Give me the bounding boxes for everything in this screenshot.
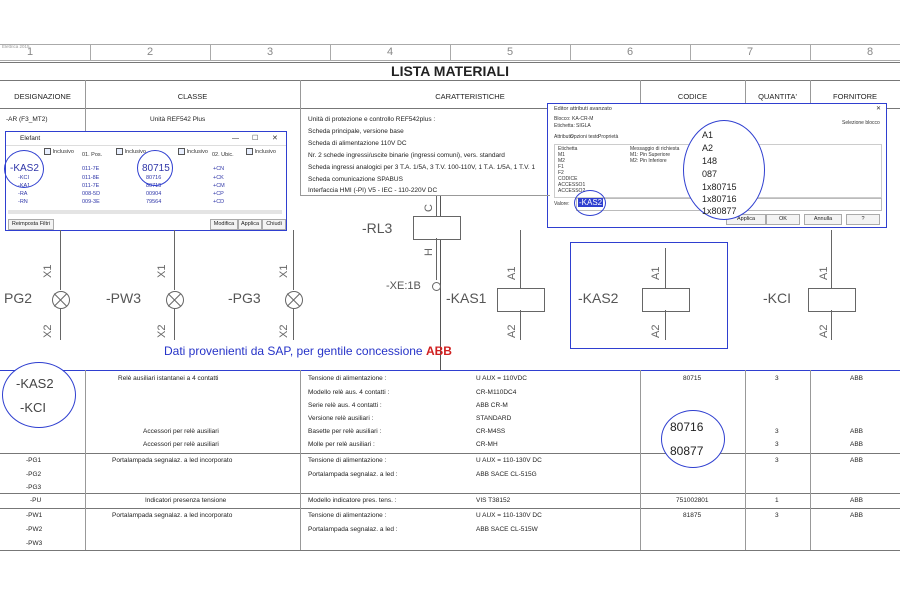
col-divider: [745, 370, 746, 550]
lamp-symbol-icon: [166, 291, 184, 309]
cell-classe: Unità REF542 Plus: [150, 116, 206, 123]
watermark-text: Elettrica 2015: [2, 44, 30, 49]
label-pg2: PG2: [4, 290, 33, 306]
tab-proprieta[interactable]: Proprietà: [598, 134, 619, 140]
row-divider: [0, 453, 900, 454]
filter-label: Inclusivo: [52, 148, 74, 155]
chiudi-button[interactable]: Chiudi: [262, 219, 286, 230]
pin-label: X1: [42, 264, 54, 278]
cell-caratteristica: Tensione di alimentazione :: [308, 457, 387, 464]
bottom-table-top: [0, 370, 900, 371]
col-divider: [640, 370, 641, 550]
cell-quantita: 3: [775, 441, 779, 448]
label-kci: -KCI: [763, 290, 791, 306]
lamp-symbol-icon: [285, 291, 303, 309]
cell-classe: Relè ausiliari istantanei a 4 contatti: [118, 375, 219, 382]
bottom-table-bottom: [0, 550, 900, 551]
cell-designazione: -PW1: [26, 512, 43, 519]
code-list-item: A1: [702, 130, 714, 140]
code-list-item: 148: [702, 156, 718, 166]
cell-valore: ABB CR-M: [476, 402, 508, 409]
pin-label: A2: [818, 324, 830, 338]
wire: [665, 248, 666, 288]
code-list-item: 1x80877: [702, 206, 737, 216]
cell-quantita: 3: [775, 375, 779, 382]
ok-button[interactable]: OK: [766, 214, 800, 225]
modifica-button[interactable]: Modifica: [210, 219, 238, 230]
title-divider: [0, 80, 900, 81]
column-number: 3: [266, 46, 274, 58]
relay-coil: [497, 288, 545, 312]
column-number: 5: [506, 46, 514, 58]
cell-codice: 81875: [683, 512, 702, 519]
col-divider: [85, 370, 86, 550]
list-item[interactable]: Messaggio di richiesta: [630, 146, 680, 152]
list-item[interactable]: CODICE: [558, 176, 578, 182]
pin-label: H: [423, 248, 435, 256]
cell-classe: Portalampada segnalaz. a led incorporato: [112, 457, 233, 464]
pin-label: A2: [650, 324, 662, 338]
cell-valore: U AUX = 110-130V DC: [476, 457, 542, 464]
relay-coil: [642, 288, 690, 312]
cell-caratteristiche: Scheda comunicazione SPABUS: [308, 176, 403, 183]
cell-valore: U AUX = 110VDC: [476, 375, 528, 382]
ruler-tick: [330, 44, 331, 60]
cell-caratteristiche: Scheda principale, versione base: [308, 128, 404, 135]
cell-caratteristiche: Unità di protezione e controllo REF542plus :: [308, 116, 436, 123]
pin-label: A1: [650, 266, 662, 280]
wire: [520, 310, 521, 340]
cell-fornitore: ABB: [850, 512, 864, 519]
cell-designazione: -AR (F3_MT2): [6, 116, 48, 123]
column-number: 2: [146, 46, 154, 58]
wire: [831, 310, 832, 340]
cell-caratteristica: Tensione di alimentazione :: [308, 512, 387, 519]
code-list-item: A2: [702, 143, 714, 153]
ruler-bottom-line: [0, 60, 900, 61]
cell-caratteristiche: Scheda ingressi analogici per 3 T.A. 1/5A, 3 T.V. 100-110V, 1 T.A. 1/5A, 1 T.V. 1: [308, 164, 536, 171]
label-kas2: -KAS2: [578, 290, 619, 306]
col-divider: [300, 80, 301, 195]
pin-label: X2: [42, 324, 54, 338]
cell-fornitore: ABB: [850, 441, 864, 448]
header-classe: CLASSE: [177, 92, 208, 101]
wire: [174, 308, 175, 340]
cell-fornitore: ABB: [850, 457, 864, 464]
cell-codice: 751002801: [676, 497, 709, 504]
column-number: 8: [866, 46, 874, 58]
header-designazione: DESIGNAZIONE: [14, 92, 71, 101]
list-item[interactable]: F2: [558, 170, 564, 176]
ruler-tick: [90, 44, 91, 60]
table-row-cell[interactable]: 79564: [146, 199, 162, 205]
cell-codice: 80716: [670, 420, 704, 434]
checkbox-icon[interactable]: [116, 148, 123, 155]
maximize-icon[interactable]: ☐: [252, 135, 259, 142]
label-pw3: -PW3: [106, 290, 141, 306]
ruler-tick: [570, 44, 571, 60]
horizontal-scrollbar[interactable]: [8, 210, 282, 214]
cell-caratteristica: Modello indicatore pres. tens. :: [308, 497, 397, 504]
ruler-tick: [210, 44, 211, 60]
wire: [665, 310, 666, 340]
checkbox-icon[interactable]: [44, 148, 51, 155]
label-xe: -XE:1B: [386, 280, 421, 292]
elefant-title: Elefant: [20, 135, 41, 142]
terminal-icon: [432, 282, 441, 291]
table-row-cell[interactable]: 008-5D: [82, 191, 101, 197]
list-item[interactable]: M1: [558, 152, 565, 158]
cell-codice: 80715: [683, 375, 702, 382]
table-row-cell[interactable]: 011-7E: [82, 166, 100, 172]
filter-checkbox[interactable]: [178, 148, 208, 155]
table-row-cell[interactable]: 009-3E: [82, 199, 100, 205]
cell-caratteristica: Serie relè aus. 4 contatti :: [308, 402, 382, 409]
pin-label: X2: [278, 324, 290, 338]
cell-fornitore: ABB: [850, 497, 864, 504]
cell-quantita: 1: [775, 497, 779, 504]
cell-caratteristica: Basette per relè ausiliari :: [308, 428, 382, 435]
ruler-tick: [810, 44, 811, 60]
filter-checkbox[interactable]: [246, 148, 276, 155]
cell-classe: Accessori per relè ausiliari: [143, 441, 219, 448]
col-divider: [810, 370, 811, 550]
cell-caratteristiche: Scheda di alimentazione 110V DC: [308, 140, 407, 147]
table-row-cell[interactable]: 80715: [142, 163, 170, 174]
code-list-item: 1x80715: [702, 182, 737, 192]
table-row-cell[interactable]: 80716: [146, 175, 162, 181]
cell-caratteristica: Molle per relè ausiliari :: [308, 441, 375, 448]
value-selected-text[interactable]: -KAS2: [579, 198, 603, 207]
list-item[interactable]: M2: [558, 158, 565, 164]
cell-designazione: -PU: [30, 497, 42, 504]
applica-button[interactable]: Applica: [238, 219, 262, 230]
wire: [293, 308, 294, 340]
cell-caratteristiche: Nr. 2 schede ingressi/uscite binarie (ingressi comuni), vers. standard: [308, 152, 505, 159]
table-row-cell[interactable]: -RA: [18, 191, 28, 197]
code-list-item: 087: [702, 169, 718, 179]
cell-valore: CR-M4SS: [476, 428, 506, 435]
brand-abb: ABB: [425, 344, 452, 358]
filter-label: Inclusivo: [186, 148, 208, 155]
table-row-cell[interactable]: +CM: [213, 183, 225, 189]
page-title: LISTA MATERIALI: [391, 63, 509, 79]
sap-note: [164, 344, 452, 358]
highlight-circle: [137, 150, 173, 186]
column-number: 7: [746, 46, 754, 58]
tab-opzioni-testo[interactable]: Opzioni testo: [570, 134, 600, 140]
wire: [436, 238, 437, 280]
cell-designazione: -PG2: [26, 471, 42, 478]
header-quantita: QUANTITA': [758, 92, 797, 101]
value-label: Valore:: [554, 201, 570, 207]
list-item[interactable]: ACCESSO2: [558, 188, 586, 194]
cell-valore: STANDARD: [476, 415, 512, 422]
cell-caratteristica: Modello relè aus. 4 contatti :: [308, 389, 390, 396]
highlight-circle: [2, 362, 76, 428]
highlight-circle: [661, 410, 725, 468]
list-item[interactable]: M2: Pin Inferiore: [630, 158, 667, 164]
help-button[interactable]: ?: [846, 214, 880, 225]
label-pg3: -PG3: [228, 290, 261, 306]
label-kas1: -KAS1: [446, 290, 487, 306]
header-caratteristiche: CARATTERISTICHE: [435, 92, 505, 101]
filter-label: Inclusivo: [254, 148, 276, 155]
table-row-cell[interactable]: 00904: [146, 191, 162, 197]
column-number: 1: [26, 46, 34, 58]
etichetta-label: Etichetta:: [554, 123, 575, 129]
cell-caratteristica: Versione relè ausiliari :: [308, 415, 374, 422]
pin-label: A1: [818, 266, 830, 280]
elefant-titlebar[interactable]: [6, 132, 286, 146]
wire: [174, 230, 175, 290]
column-header-ubic[interactable]: 02. Ubic.: [212, 152, 234, 158]
cell-caratteristiche: Interfaccia HMI (-PI) V5 - IEC - 110-220V DC: [308, 187, 438, 194]
table-row-cell[interactable]: 011-8E: [82, 175, 100, 181]
highlight-circle: [574, 190, 606, 216]
table-row-cell[interactable]: +CN: [213, 166, 225, 172]
filter-checkbox[interactable]: [116, 148, 146, 155]
sap-note-text: Dati provenienti da SAP, per gentile concessione: [164, 344, 423, 358]
table-row-cell[interactable]: +CP: [213, 191, 224, 197]
applica-button[interactable]: Applica: [726, 214, 766, 225]
table-row-cell[interactable]: -KAS2: [10, 163, 39, 174]
cell-valore: CR-MH: [476, 441, 498, 448]
column-number: 6: [626, 46, 634, 58]
wire: [60, 308, 61, 340]
wire: [436, 196, 437, 216]
table-top-border: [0, 62, 900, 63]
diagram-line: [300, 195, 550, 196]
column-number: 4: [386, 46, 394, 58]
blocco-value: KA-CR-M: [572, 116, 594, 122]
cell-valore: VIS T38152: [476, 497, 511, 504]
close-icon[interactable]: ✕: [272, 135, 278, 142]
table-row-cell[interactable]: 011-7E: [82, 183, 100, 189]
header-fornitore: FORNITORE: [832, 92, 878, 101]
wire: [60, 230, 61, 290]
table-row-cell[interactable]: +CK: [213, 175, 224, 181]
highlight-circle: [4, 150, 44, 188]
designation-kci: -KCI: [20, 400, 46, 415]
cell-valore: ABB SACE CL-515W: [476, 526, 538, 533]
cell-designazione: -PW2: [26, 526, 43, 533]
ruler-tick: [450, 44, 451, 60]
table-row-cell[interactable]: -RN: [18, 199, 28, 205]
lamp-symbol-icon: [52, 291, 70, 309]
list-item[interactable]: M1: Pin Superiore: [630, 152, 671, 158]
list-item[interactable]: F1: [558, 164, 564, 170]
pin-label: X1: [156, 264, 168, 278]
table-row-cell[interactable]: -KA1: [18, 183, 31, 189]
select-block-button[interactable]: Selezione blocco: [842, 120, 880, 126]
relay-coil: [808, 288, 856, 312]
col-divider: [300, 370, 301, 550]
cell-classe: Portalampada segnalaz. a led incorporato: [112, 512, 233, 519]
cell-fornitore: ABB: [850, 375, 864, 382]
cell-designazione: -PG3: [26, 484, 42, 491]
designation-kas2: -KAS2: [16, 376, 54, 391]
cell-designazione: -PW3: [26, 540, 43, 547]
filter-label: Inclusivo: [124, 148, 146, 155]
cell-valore: ABB SACE CL-515G: [476, 471, 537, 478]
pin-label: A2: [506, 324, 518, 338]
list-item[interactable]: Etichetta: [558, 146, 578, 152]
cell-quantita: 3: [775, 512, 779, 519]
label-rl3: -RL3: [362, 220, 393, 236]
pin-label: A1: [506, 266, 518, 280]
list-item[interactable]: ACCESSO1: [558, 182, 586, 188]
cell-caratteristica: Portalampada segnalaz. a led :: [308, 471, 398, 478]
cell-codice: 80877: [670, 444, 704, 458]
column-header-pos[interactable]: 01. Pos.: [82, 152, 103, 158]
highlight-circle: [683, 120, 765, 220]
etichetta-value: SIGLA: [576, 123, 591, 129]
checkbox-icon[interactable]: [246, 148, 253, 155]
cell-valore: CR-M110DC4: [476, 389, 517, 396]
minimize-icon[interactable]: —: [232, 135, 239, 142]
editor-title: Editor attributi avanzato: [554, 106, 612, 112]
row-divider: [0, 508, 900, 509]
wire: [831, 230, 832, 288]
relay-coil: [413, 216, 461, 240]
ruler-tick: [690, 44, 691, 60]
cell-valore: U AUX = 110-130V DC: [476, 512, 542, 519]
wire: [520, 230, 521, 288]
annulla-button[interactable]: Annulla: [804, 214, 842, 225]
cell-caratteristica: Tensione di alimentazione :: [308, 375, 387, 382]
cell-classe: Accessori per relè ausiliari: [143, 428, 219, 435]
blocco-label: Blocco:: [554, 116, 571, 122]
table-row-cell[interactable]: 80715: [146, 183, 162, 189]
pin-label: X2: [156, 324, 168, 338]
row-divider: [0, 493, 900, 494]
cell-caratteristica: Portalampada segnalaz. a led :: [308, 526, 398, 533]
cell-quantita: 3: [775, 457, 779, 464]
reset-filters-button[interactable]: Reimposta Filtri: [8, 219, 54, 230]
close-icon[interactable]: ✕: [876, 106, 882, 112]
cell-classe: Indicatori presenza tensione: [145, 497, 227, 504]
cell-fornitore: ABB: [850, 428, 864, 435]
pin-label: X1: [278, 264, 290, 278]
header-codice: CODICE: [677, 92, 708, 101]
cell-quantita: 3: [775, 428, 779, 435]
table-row-cell[interactable]: -KCI: [18, 175, 29, 181]
pin-label: C: [423, 204, 435, 212]
table-row-cell[interactable]: +CD: [213, 199, 225, 205]
checkbox-icon[interactable]: [178, 148, 185, 155]
cell-designazione: -PG1: [26, 457, 42, 464]
filter-checkbox[interactable]: [44, 148, 74, 155]
wire: [293, 230, 294, 290]
code-list-item: 1x80716: [702, 194, 737, 204]
tab-attributo[interactable]: Attributo: [554, 134, 573, 140]
